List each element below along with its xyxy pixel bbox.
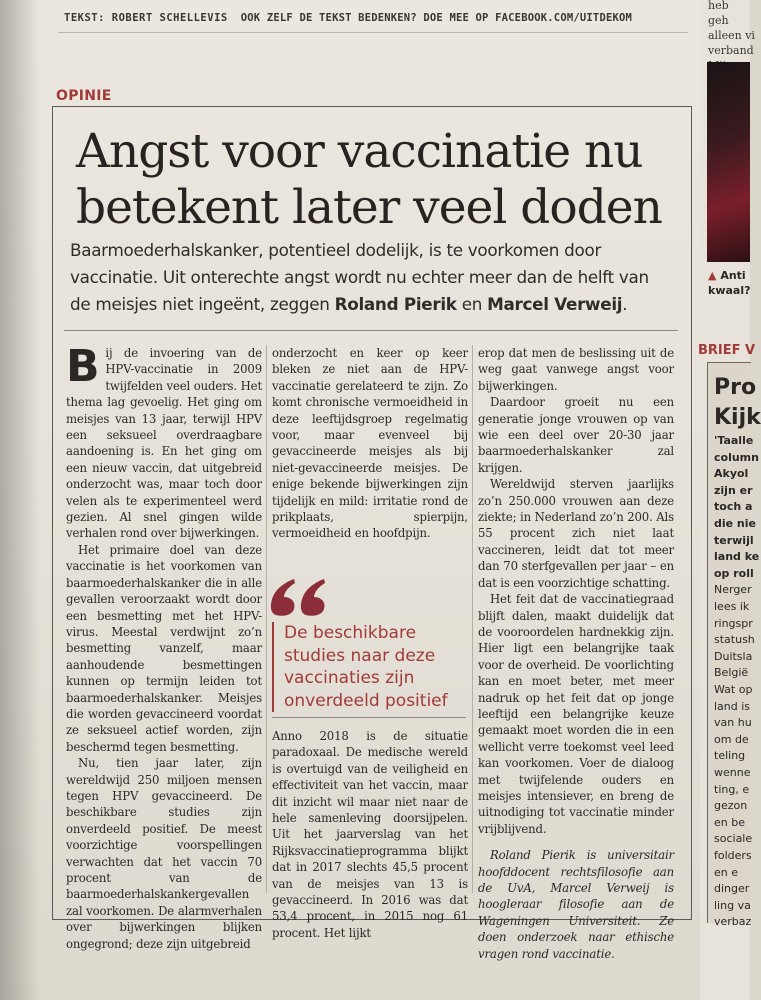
column-3 bbox=[478, 345, 674, 962]
letter-line: column bbox=[714, 450, 759, 464]
letter-line: Nerger bbox=[714, 583, 752, 597]
paragraph: Het feit dat de vaccinatiegraad blijft dalen, maakt duidelijk dat de vooroordelen hardnekkig zijn. Hier ligt een belangrijke taak voor de overheid. De voorlichting kan en moet beter, met meer nadruk op het feit dat op jonge leeftijd een belangrijke keuze gemaakt moet worden die in een wellicht verre toekomst veel leed kan voorkomen. Voer de dialoog met twijfelende ouders en meisjes intensiever, en breng de uitnodiging tot vaccinatie minder vrijblijvend. bbox=[478, 592, 674, 836]
letter-line: lees ik bbox=[714, 600, 750, 613]
caption-line: kwaal? bbox=[708, 284, 751, 297]
intro-line-3-text: de meisjes niet ingeënt, zeggen bbox=[70, 294, 335, 314]
column-1 bbox=[66, 341, 262, 952]
column-2-top bbox=[272, 345, 468, 542]
letter-line: verbaz bbox=[714, 915, 752, 929]
pull-quote bbox=[272, 622, 466, 712]
intro-and: en bbox=[456, 294, 488, 314]
top-divider bbox=[58, 32, 688, 33]
intro-divider bbox=[64, 330, 678, 331]
headline-line-2: betekent later veel doden bbox=[76, 180, 662, 235]
article-headline bbox=[76, 124, 686, 236]
letter-line: wenne bbox=[714, 766, 751, 779]
caption-line: Anti bbox=[720, 269, 746, 282]
credit-author: TEKST: ROBERT SCHELLEVIS bbox=[64, 12, 228, 24]
column-separator bbox=[472, 345, 473, 893]
triangle-icon: ▲ bbox=[708, 269, 717, 282]
letter-line: sociale bbox=[714, 832, 753, 846]
pull-quote-divider bbox=[272, 717, 466, 718]
letter-line: gezon bbox=[714, 799, 748, 813]
letter-line: België bbox=[714, 666, 749, 680]
headline-line-1: Angst voor vaccinatie nu bbox=[76, 124, 643, 179]
letter-line: op roll bbox=[714, 566, 754, 580]
article-intro bbox=[70, 237, 680, 318]
author-bio: Roland Pierik is universitair hoofddocent rechtsfilosofie aan de UvA, Marcel Verweij is hoogleraar filosofie aan de Wageningen Universiteit. Ze doen onderzoek naar ethische vragen rond vaccinatie. bbox=[478, 848, 674, 961]
letter-line: zijn er bbox=[714, 483, 753, 497]
letter-line: om de bbox=[714, 732, 749, 746]
page-shadow bbox=[0, 0, 40, 1000]
letter-box bbox=[707, 362, 761, 929]
page-credit bbox=[64, 12, 704, 24]
paragraph: Anno 2018 is de situatie paradoxaal. De medische wereld is overtuigd van de veiligheid en effectiviteit van het vaccin, maar dit inzicht wil maar niet naar de hele samenleving doorsijpelen. Uit het jaarverslag van het Rijksvaccinatieprogramma blijkt dat in 2017 slechts 45,5 procent van de meisjes van 13 is gevaccineerd. In 2016 was dat 53,4 procent, in 2015 nog 61 procent. Het lijkt bbox=[272, 729, 468, 940]
letter-line: ting, e bbox=[714, 782, 750, 796]
author-marcel: Marcel Verweij bbox=[487, 294, 623, 314]
edge-line: verband bbox=[708, 44, 754, 57]
letter-line: ringspr bbox=[714, 616, 753, 630]
letter-line: land ke bbox=[714, 550, 760, 564]
letter-line: 'Taalle bbox=[714, 434, 754, 447]
paragraph bbox=[66, 341, 262, 542]
title-line: Pro bbox=[714, 375, 757, 400]
letter-line: Duitsla bbox=[714, 649, 753, 663]
section-label: OPINIE bbox=[56, 88, 112, 104]
letter-line: die nie bbox=[714, 517, 756, 530]
letter-line: statush bbox=[714, 633, 755, 647]
adjacent-photo bbox=[707, 62, 750, 262]
paragraph: Nu, tien jaar later, zijn wereldwijd 250 miljoen mensen tegen HPV gevaccineerd. De beschikbare studies zijn onverdeeld positief. De meest voorzichtige voorspellingen verwachten dat het vaccin 70 procent van de baarmoederhalskankergevallen zal voorkomen. De alarmverhalen over bijwerkingen blijken ongegrond; deze zijn uitgebreid bbox=[66, 756, 262, 951]
pull-quote-text: De beschikbare studies naar deze vaccinaties zijn onverdeeld positief bbox=[284, 623, 448, 711]
credit-call: OOK ZELF DE TEKST BEDENKEN? DOE MEE OP FACEBOOK.COM/UITDEKOM bbox=[240, 12, 633, 24]
letter-line: en be bbox=[714, 815, 745, 829]
letter-line: van hu bbox=[714, 716, 752, 730]
letter-line: ling va bbox=[714, 898, 751, 912]
letter-line: Wat op bbox=[714, 683, 753, 696]
title-line: Kijk bbox=[714, 405, 761, 430]
paragraph-text: ij de invoering van de HPV-vaccinatie in 2009 twijfelden veel ouders. Het thema lag gevoelig. Het ging om meisjes van 13 jaar, terwijl HPV een seksueel overdraagbare aandoening is. En het ging om een nieuw vaccin, dat uitgebreid onderzocht was, maar toch door velen als te experimenteel werd gezien. Al snel gingen wilde verhalen rond over bijwerkingen. bbox=[66, 346, 262, 541]
adjacent-caption bbox=[708, 268, 750, 298]
letter-line: toch a bbox=[714, 500, 753, 514]
edge-line: heb bbox=[708, 0, 729, 12]
brief-label: BRIEF V bbox=[698, 343, 756, 358]
letter-line: land is bbox=[714, 699, 751, 713]
letter-line: terwijl bbox=[714, 533, 754, 547]
intro-end: . bbox=[622, 294, 628, 314]
paragraph: Daardoor groeit nu een generatie jonge vrouwen op van wie een deel over 20-30 jaar baarmoederhalskanker zal krijgen. bbox=[478, 395, 674, 475]
letter-title bbox=[714, 373, 761, 433]
edge-line: alleen vi bbox=[708, 29, 755, 42]
letter-line: folders bbox=[714, 849, 752, 862]
column-2-bottom bbox=[272, 728, 468, 941]
quote-mark-icon bbox=[268, 565, 338, 625]
letter-line: Akyol bbox=[714, 467, 749, 481]
paragraph: onderzocht en keer op keer bleken ze niet aan de HPV-vaccinatie gerelateerd te zijn. Zo komt chronische vermoeidheid in deze leeftijdsgroep regelmatig voor, maar evenveel bij gevaccineerde meisjes als bij niet-gevaccineerde meisjes. De enige bekende bijwerkingen zijn tijdelijk en mild: irritatie rond de prikplaats, spierpijn, vermoeidheid en hoofdpijn. bbox=[272, 346, 468, 541]
intro-line-3 bbox=[70, 291, 680, 318]
intro-line-2: vaccinatie. Uit onterechte angst wordt nu echter meer dan de helft van bbox=[70, 267, 649, 287]
column-separator bbox=[266, 345, 267, 893]
edge-line: geh bbox=[708, 14, 729, 27]
paragraph: erop dat men de beslissing uit de weg gaat vanwege angst voor bijwerkingen. bbox=[478, 346, 674, 393]
letter-line: dinger bbox=[714, 882, 750, 896]
author-roland: Roland Pierik bbox=[334, 294, 457, 314]
letter-line: en e bbox=[714, 865, 739, 879]
drop-cap: B bbox=[66, 341, 100, 392]
paragraph: Het primaire doel van deze vaccinatie is het voorkomen van baarmoederhalskanker die in alle gevallen veroorzaakt wordt door een besmetting met het HPV-virus. Meestal verdwijnt zo’n besmetting vanzelf, maar aanhoudende besmettingen kunnen op termijn leiden tot baarmoederhalskanker. Meisjes die worden gevaccineerd voordat ze seksueel actief worden, zijn beschermd tegen besmetting. bbox=[66, 542, 262, 754]
paragraph: Wereldwijd sterven jaarlijks zo’n 250.000 vrouwen aan deze ziekte; in Nederland zo’n 200. Als 55 procent zich niet laat vaccineren, leidt dat tot meer dan 70 sterfgevallen per jaar – en dat is een voorzichtige schatting. bbox=[478, 477, 674, 590]
letter-line: teling bbox=[714, 749, 746, 763]
intro-line-1: Baarmoederhalskanker, potentieel dodelijk, is te voorkomen door bbox=[70, 240, 602, 260]
